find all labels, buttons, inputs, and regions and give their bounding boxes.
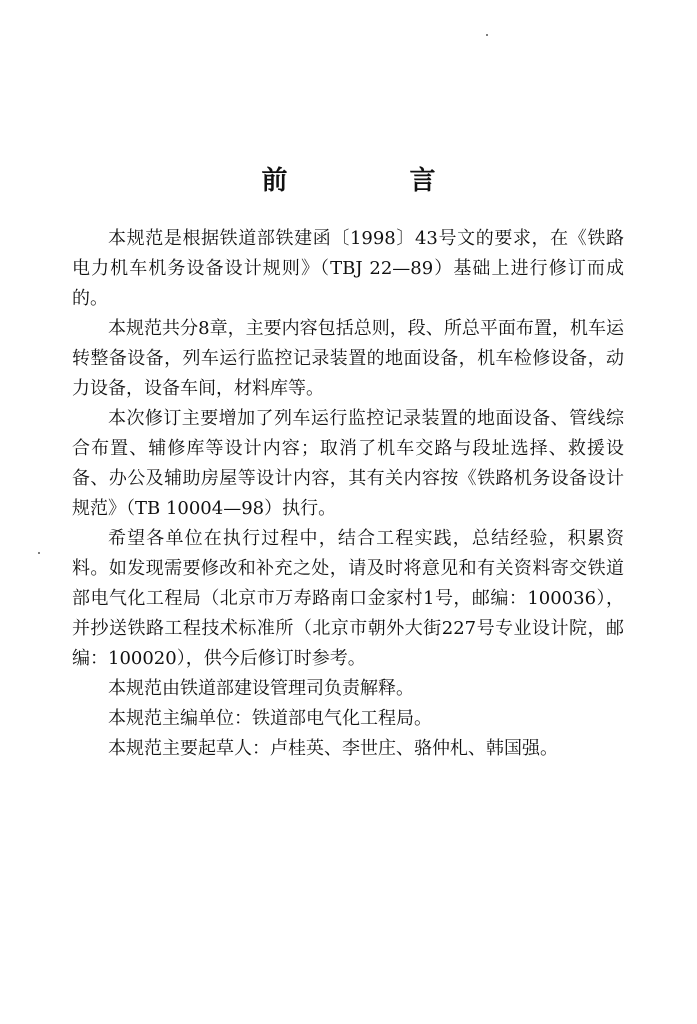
paragraph-contents: 本规范共分8章，主要内容包括总则，段、所总平面布置，机车运转整备设备，列车运行监控记录装置的地面设备，机车检修设备，动力设备，设备车间，材料库等。 <box>72 318 624 399</box>
scan-speck <box>38 552 40 554</box>
scan-speck <box>486 34 488 36</box>
paragraph-chief-editor: 本规范主编单位：铁道部电气化工程局。 <box>108 708 432 729</box>
paragraph-revisions: 本次修订主要增加了列车运行监控记录装置的地面设备、管线综合布置、辅修库等设计内容；取消了机车交路与段址选择、救援设备、办公及辅助房屋等设计内容，其有关内容按《铁路机务设备设计规范》（TB 10004—98）执行。 <box>72 408 624 519</box>
page-title: 前 言 <box>261 166 484 196</box>
paragraph-interpretation: 本规范由铁道部建设管理司负责解释。 <box>108 678 414 699</box>
preface-body <box>72 224 624 764</box>
paragraph-feedback: 希望各单位在执行过程中，结合工程实践，总结经验，积累资料。如发现需要修改和补充之处，请及时将意见和有关资料寄交铁道部电气化工程局（北京市万寿路南口金家村1号，邮编：100036），并抄送铁路工程技术标准所（北京市朝外大街227号专业设计院，邮编：100020），供今后修订时参考。 <box>72 528 624 669</box>
paragraph-basis: 本规范是根据铁道部铁建函〔1998〕43号文的要求，在《铁路电力机车机务设备设计规则》（TBJ 22—89）基础上进行修订而成的。 <box>72 228 624 309</box>
paragraph-drafters: 本规范主要起草人：卢桂英、李世庄、骆仲札、韩国强。 <box>108 738 558 759</box>
